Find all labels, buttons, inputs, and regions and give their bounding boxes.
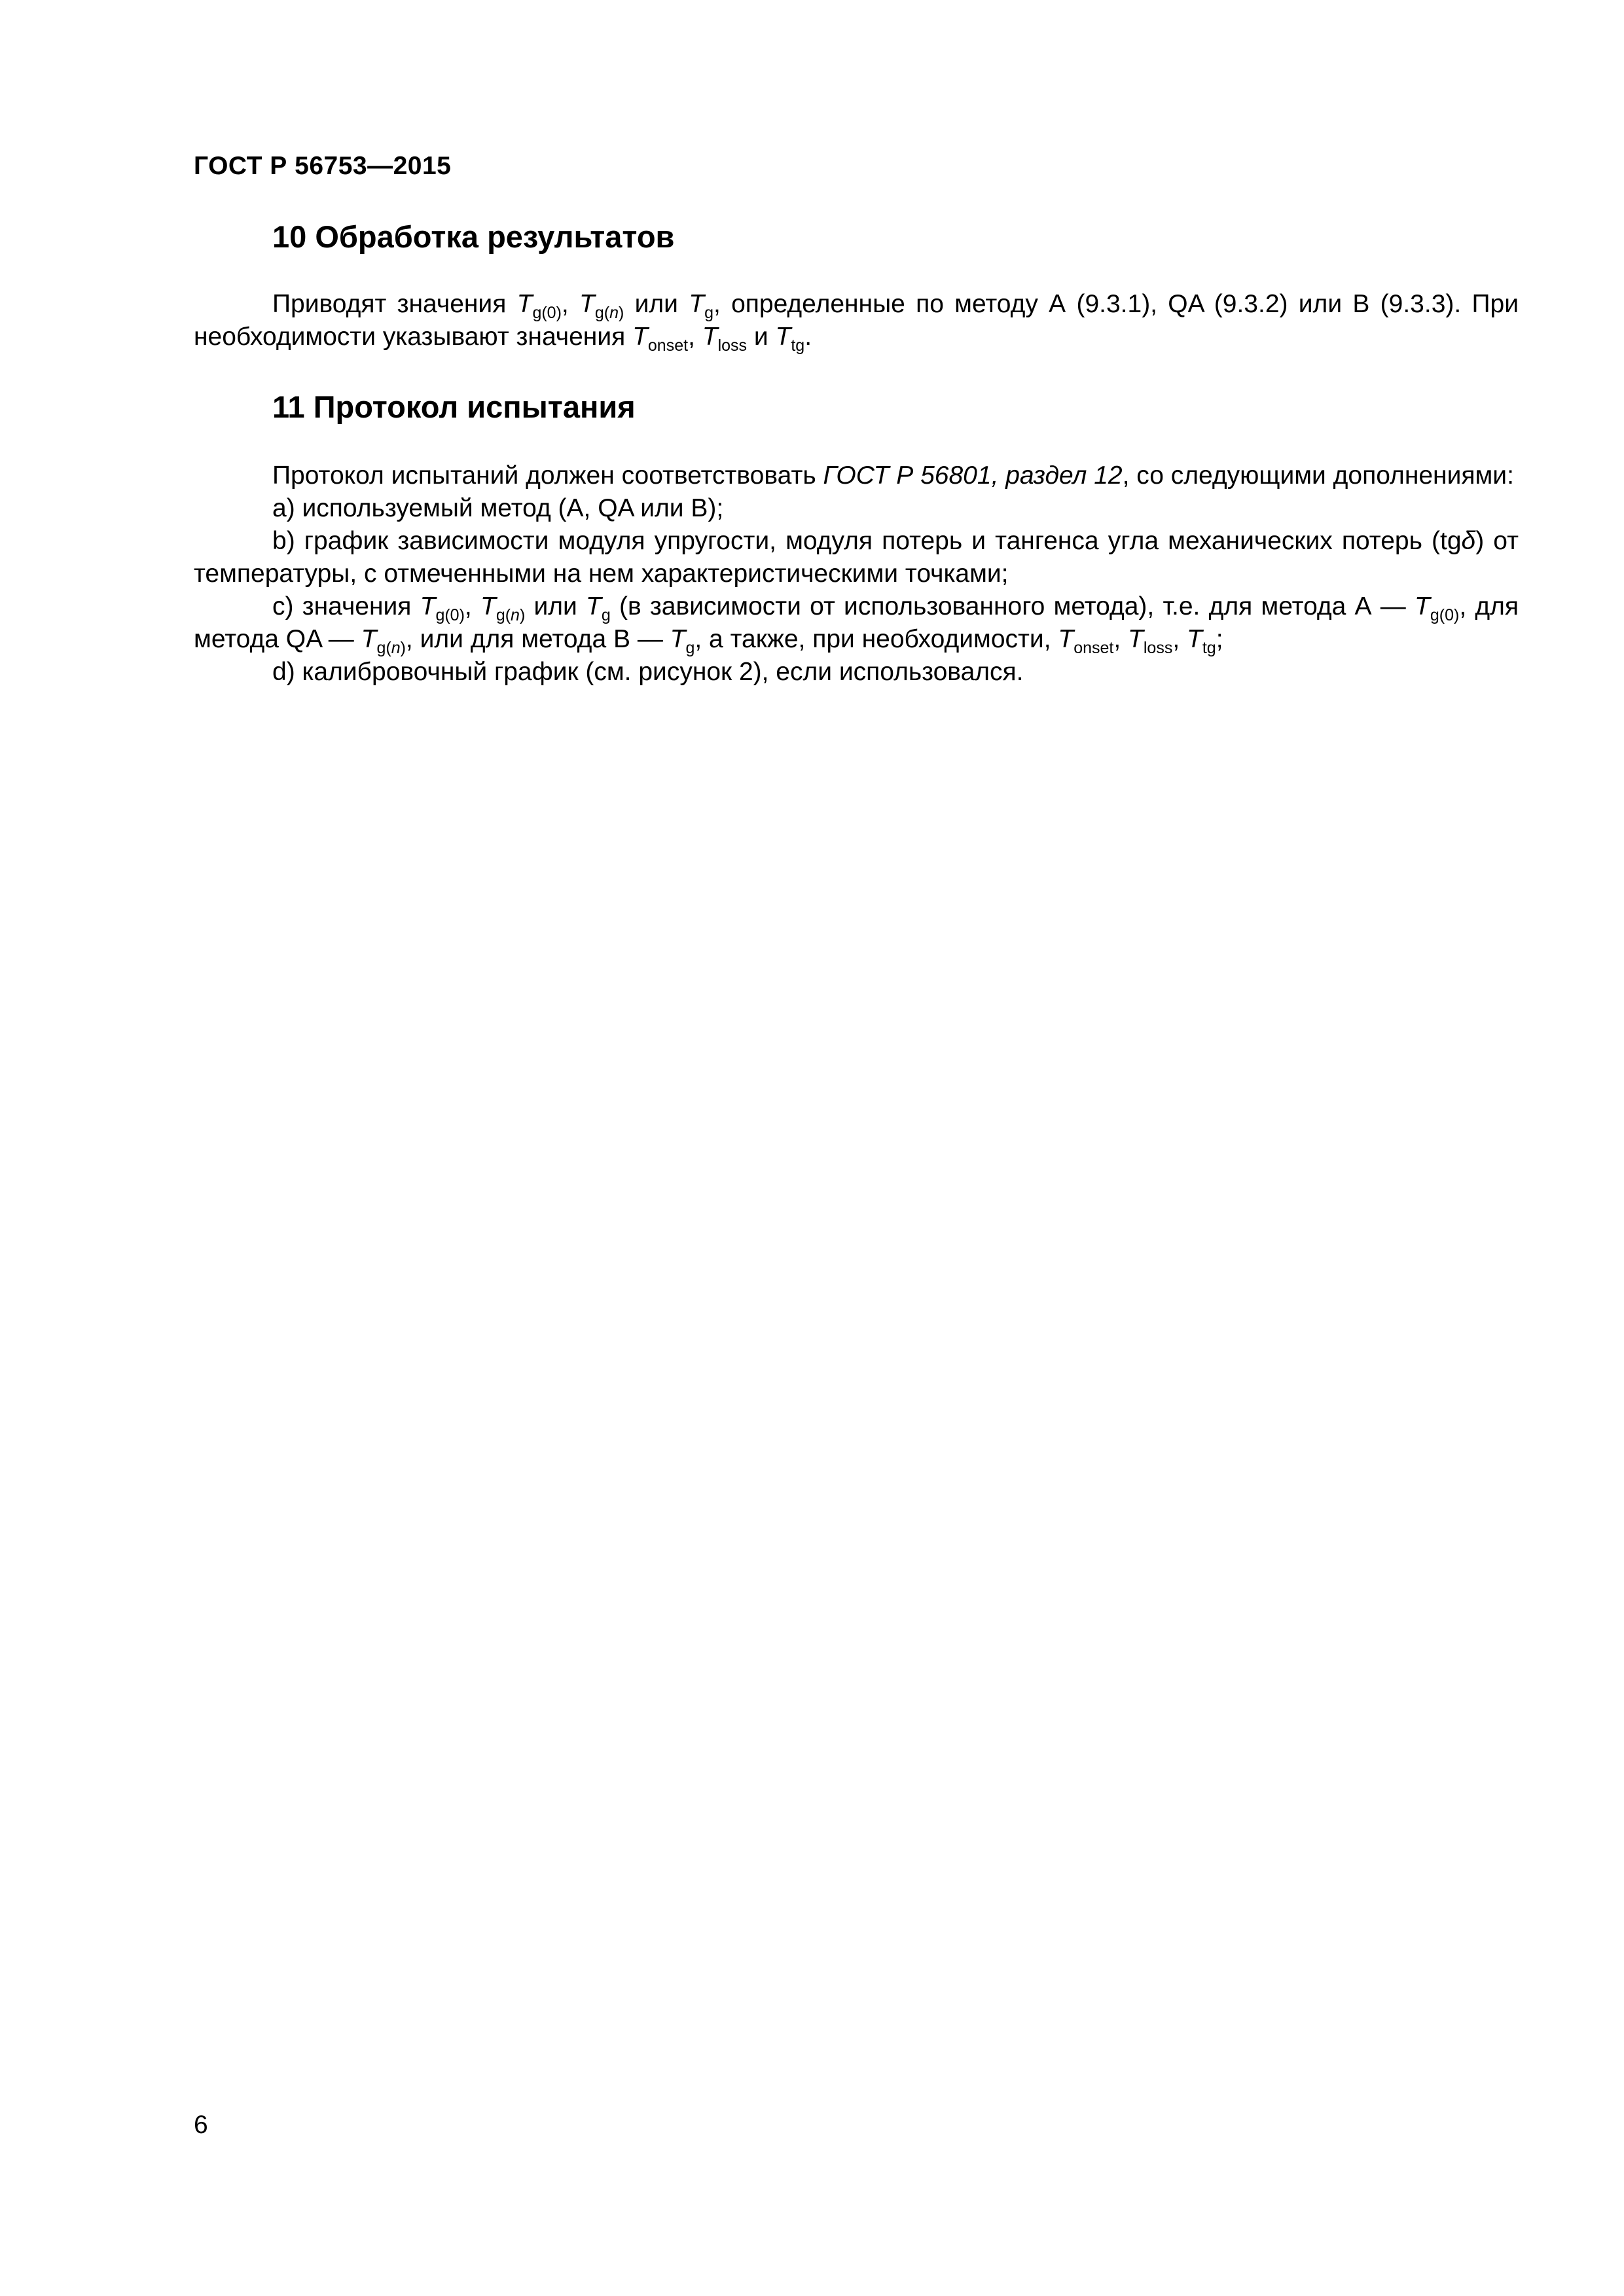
page-number: 6 [194, 2111, 208, 2139]
standard-reference: ГОСТ Р 56801, раздел 12 [823, 461, 1123, 490]
list-item-d: d) калибровочный график (см. рисунок 2), если использовался. [272, 658, 1024, 686]
list-item-a: а) используемый метод (А, QA или В); [272, 494, 724, 522]
section-11-intro: Протокол испытаний должен соответствовать ГОСТ Р 56801, раздел 12, со следующими дополнениями: [272, 461, 1514, 490]
section-10-heading: 10 Обработка результатов [272, 219, 675, 254]
section-11-heading: 11 Протокол испытания [272, 389, 636, 424]
section-10-paragraph: Приводят значения $T_{g(0)}$, $T_{g(n)}$ или $T_g$, определенные по методу А (9.3.1), QA (9.3.2) или В (9.3.3). При необходимости указывают значения $T_{onset}$, $T_{loss}$ и $T_{tg}$. [194, 290, 1519, 355]
page-content [194, 209, 1519, 689]
document-header: ГОСТ Р 56753—2015 [194, 152, 452, 180]
list-item-c: с) значения $T_{g(0)}$, $T_{g(n)}$ или $T_g$ (в зависимости от использованного метода), т.е. для метода А — $T_{g(0)}$, для метода QA — $T_{g(n)}$, или для метода В — $T_g$, а также, при необходимости, $T_{onset}$, $T_{loss}$, $T_{tg}$; [194, 592, 1519, 657]
list-item-b: b) график зависимости модуля упругости, модуля потерь и тангенса угла механических потерь (tgδ) от температуры, с отмеченными на нем характеристическими точками; [194, 527, 1519, 588]
